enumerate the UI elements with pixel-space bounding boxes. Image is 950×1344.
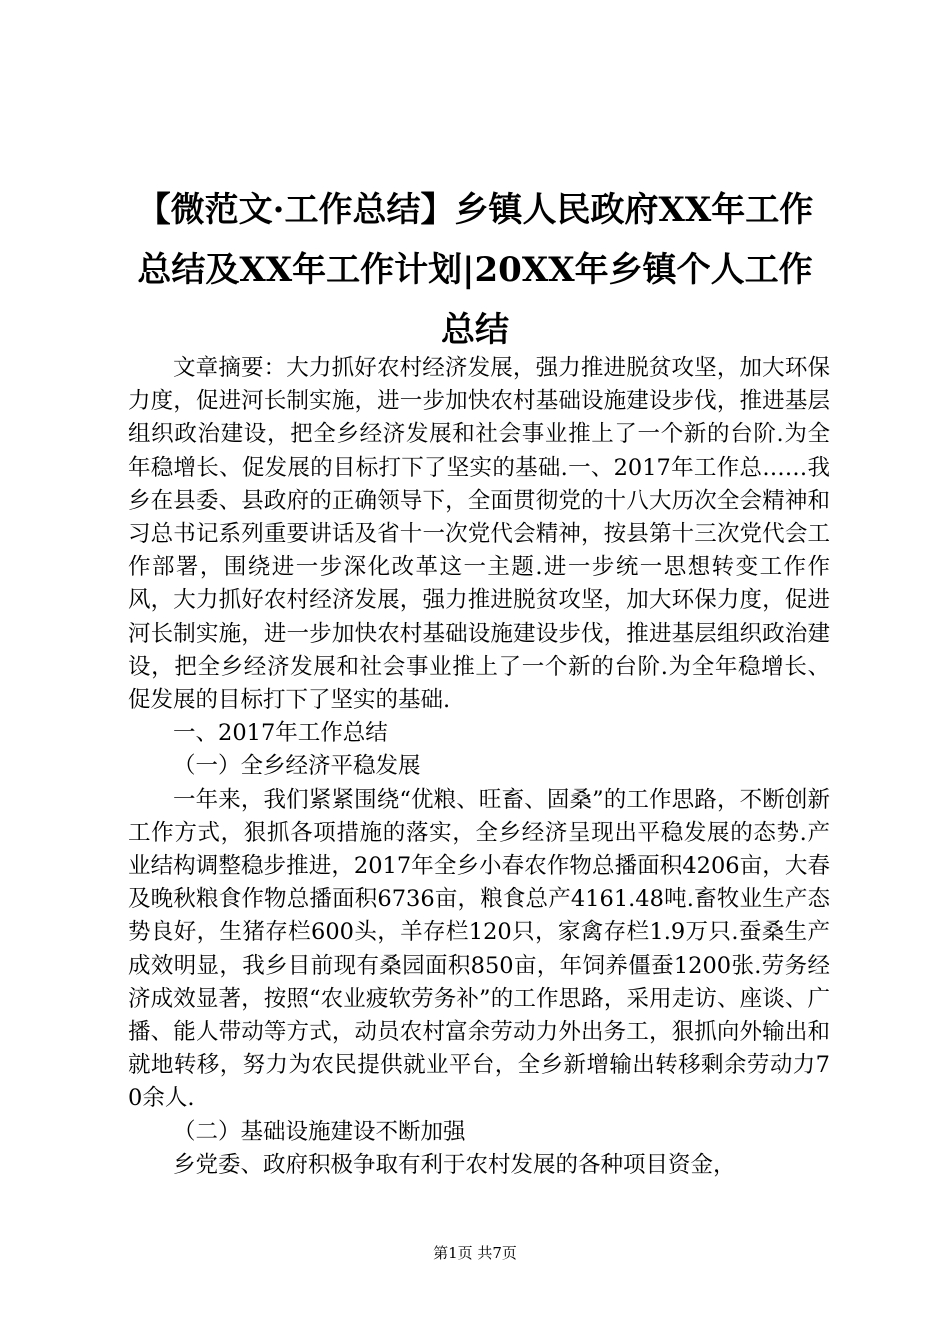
paragraph-infrastructure: 乡党委、政府积极争取有利于农村发展的各种项目资金， <box>173 1151 736 1178</box>
heading-subsection-2: （二）基础设施建设不断加强 <box>173 1118 466 1145</box>
document-title: 【微范文·工作总结】乡镇人民政府XX年工作总结及XX年工作计划|20XX年乡镇个人工作总结 <box>136 190 814 350</box>
document-body <box>128 352 830 1182</box>
paragraph-economy: 一年来，我们紧紧围绕“优粮、旺畜、固桑”的工作思路，不断创新工作方式，狠抓各项措施的落实，全乡经济呈现出平稳发展的态势.产业结构调整稳步推进，2017年全乡小春农作物总播面积4206亩，大春及晚秋粮食作物总播面积6736亩，粮食总产4161.48吨.畜牧业生产态势良好，生猪存栏600头，羊存栏120只，家禽存栏1.9万只.蚕桑生产成效明显，我乡目前现有桑园面积850亩，年饲养僵蚕1200张.劳务经济成效显著，按照“农业疲软劳务补”的工作思路，采用走访、座谈、广播、能人带动等方式，动员农村富余劳动力外出务工，狠抓向外输出和就地转移，努力为农民提供就业平台，全乡新增输出转移剩余劳动力70余人. <box>128 786 830 1112</box>
page-footer: 第1页 共7页 <box>433 1244 517 1262</box>
heading-section-1: 一、2017年工作总结 <box>173 720 388 747</box>
paragraph-abstract: 文章摘要：大力抓好农村经济发展，强力推进脱贫攻坚，加大环保力度，促进河长制实施，进一步加快农村基础设施建设步伐，推进基层组织政治建设，把全乡经济发展和社会事业推上了一个新的台阶.为全年稳增长、促发展的目标打下了坚实的基础.一、2017年工作总……我乡在县委、县政府的正确领导下，全面贯彻党的十八大历次全会精神和习总书记系列重要讲话及省十一次党代会精神，按县第十三次党代会工作部署，围绕进一步深化改革这一主题.进一步统一思想转变工作作风，大力抓好农村经济发展，强力推进脱贫攻坚，加大环保力度，促进河长制实施，进一步加快农村基础设施建设步伐，推进基层组织政治建设，把全乡经济发展和社会事业推上了一个新的台阶.为全年稳增长、促发展的目标打下了坚实的基础. <box>128 355 830 714</box>
heading-subsection-1: （一）全乡经济平稳发展 <box>173 753 421 780</box>
